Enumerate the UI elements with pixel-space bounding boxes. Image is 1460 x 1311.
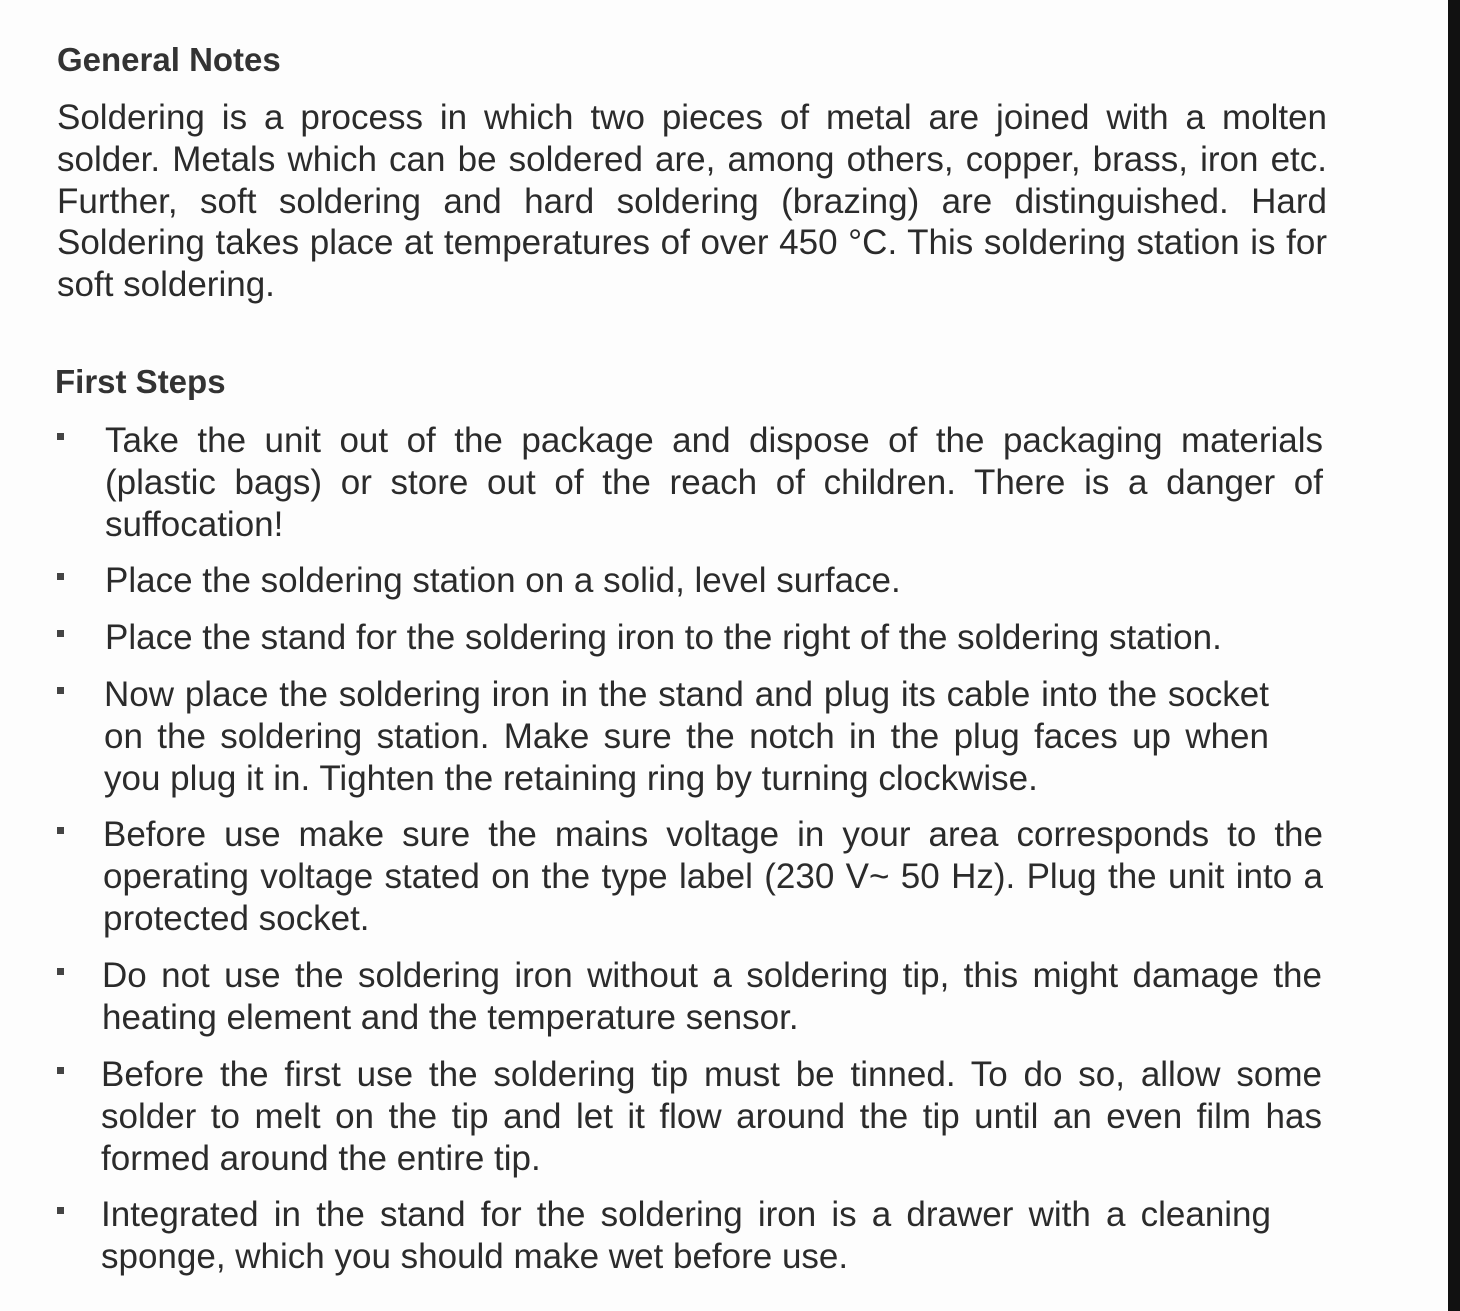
list-item-text: Place the stand for the soldering iron to the right of the soldering station.: [105, 618, 1222, 657]
scan-edge-border: [1448, 0, 1460, 1311]
list-item-text: Do not use the soldering iron without a soldering tip, this might damage the heating element and the temperature sensor.: [102, 956, 1322, 1037]
first-steps-heading: First Steps: [55, 363, 226, 400]
bullet-marker: [57, 573, 64, 580]
list-item-text: Take the unit out of the package and dispose of the packaging materials (plastic bags) or store out of the reach of children. There is a danger of suffocation!: [105, 421, 1323, 544]
general-notes-heading: General Notes: [57, 41, 281, 78]
bullet-marker: [57, 433, 64, 440]
list-item-text: Place the soldering station on a solid, level surface.: [105, 561, 901, 600]
bullet-marker: [57, 1207, 64, 1214]
bullet-marker: [57, 968, 64, 975]
bullet-marker: [57, 1067, 64, 1074]
list-item-text: Before the first use the soldering tip must be tinned. To do so, allow some solder to melt on the tip and let it flow around the tip until an even film has formed around the entire tip.: [101, 1055, 1322, 1178]
list-item-text: Before use make sure the mains voltage in your area corresponds to the operating voltage stated on the type label (230 V~ 50 Hz). Plug the unit into a protected socket.: [103, 815, 1323, 938]
bullet-marker: [57, 687, 64, 694]
list-item-text: Integrated in the stand for the soldering iron is a drawer with a cleaning sponge, which you should make wet before use.: [101, 1195, 1271, 1276]
bullet-marker: [57, 827, 64, 834]
bullet-marker: [57, 630, 64, 637]
list-item-text: Now place the soldering iron in the stand and plug its cable into the socket on the soldering station. Make sure the notch in the plug faces up when you plug it in. Tighten the retaining ring by turning clockwise.: [104, 675, 1269, 798]
general-notes-paragraph: Soldering is a process in which two pieces of metal are joined with a molten solder. Metals which can be soldered are, among others, copper, brass, iron etc. Further, soft soldering and hard soldering (brazing) are distinguished. Hard Soldering takes place at temperatures of over 450 °C. This soldering station is for soft soldering.: [57, 98, 1327, 305]
